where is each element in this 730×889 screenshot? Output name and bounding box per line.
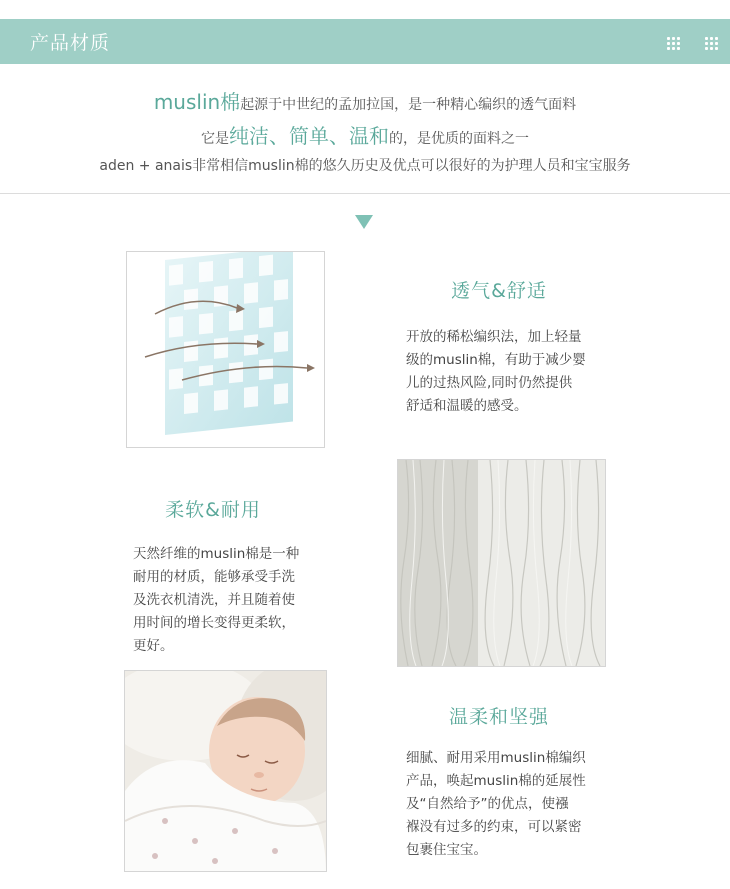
feature-desc-gentle-strong [406, 747, 586, 862]
desc-line: 用时间的增长变得更柔软， [133, 615, 295, 631]
desc-line: 天然纤维的muslin棉是一种 [133, 546, 300, 562]
feature-title-breathable: 透气&舒适 [451, 280, 547, 302]
intro-line-2-prefix: 它是 [201, 131, 229, 147]
feature-title-gentle-strong: 温柔和坚强 [448, 706, 549, 728]
section-title: 产品材质 [30, 32, 111, 54]
desc-line: 耐用的材质，能够承受手洗 [133, 569, 295, 585]
desc-line: 儿的过热风险,同时仍然提供 [406, 375, 573, 391]
intro-line-3: aden + anais非常相信muslin棉的悠久历史及优点可以很好的为护理人员和宝宝服务 [99, 158, 631, 174]
desc-line: 更好。 [133, 638, 174, 654]
desc-line: 级的muslin棉，有助于减少婴 [406, 352, 586, 368]
dot-grid-icon [705, 37, 721, 53]
intro-line-1 [0, 86, 730, 115]
fabric-texture-photo [397, 459, 606, 667]
down-triangle-icon [355, 215, 373, 229]
desc-line: 及“自然给予”的优点，使襁 [406, 796, 569, 812]
desc-line: 细腻、耐用采用muslin棉编织 [406, 750, 586, 766]
intro-accent-muslin: muslin棉 [153, 90, 241, 114]
section-divider [0, 193, 730, 194]
weave-illustration [126, 251, 325, 448]
dot-grid-icon [667, 37, 683, 53]
desc-line: 及洗衣机清洗，并且随着使 [133, 592, 295, 608]
feature-desc-breathable [406, 326, 586, 418]
intro-line-2-suffix: 的，是优质的面料之一 [389, 131, 529, 147]
feature-desc-soft-durable [133, 543, 299, 658]
desc-line: 包裹住宝宝。 [406, 842, 487, 858]
intro-line-1-text: 起源于中世纪的孟加拉国，是一种精心编织的透气面料 [240, 97, 577, 113]
desc-line: 开放的稀松编织法，加上轻量 [406, 329, 582, 345]
desc-line: 舒适和温暖的感受。 [406, 398, 528, 414]
desc-line: 产品，唤起muslin棉的延展性 [406, 773, 586, 789]
baby-photo [124, 670, 327, 872]
intro-line-2 [0, 120, 730, 149]
section-header [0, 19, 730, 64]
desc-line: 褓没有过多的约束，可以紧密 [406, 819, 582, 835]
feature-title-soft-durable: 柔软&耐用 [165, 499, 261, 521]
intro-accent-qualities: 纯洁、简单、温和 [229, 124, 389, 148]
